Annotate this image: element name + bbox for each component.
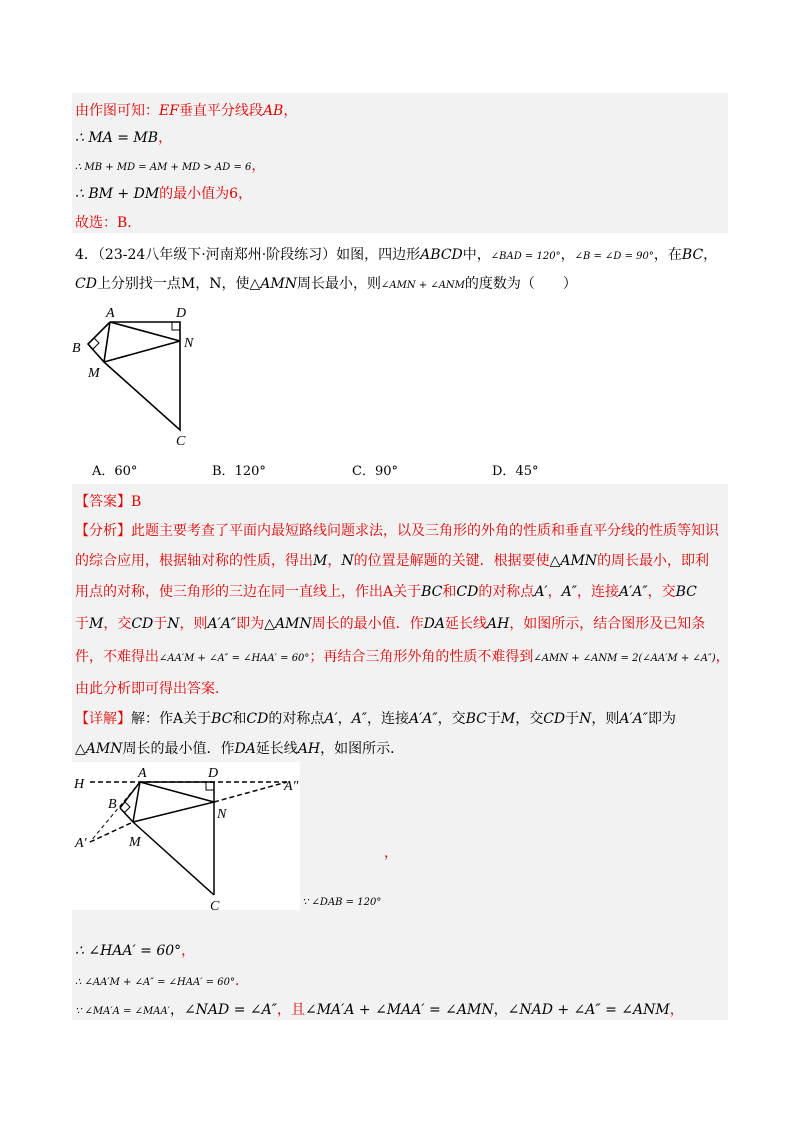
label-a2: A <box>138 766 147 781</box>
analysis-line-1: 【分析】此题主要考查了平面内最短路线问题求法，以及三角形的外角的性质和垂直平分线的性质等知识 <box>75 523 719 539</box>
dashed-a1-m <box>90 822 133 842</box>
question-line-1: 4．（23-24八年级下·河南郑州·阶段练习）如图，四边形ABCD中，∠BAD = 120°，∠B = ∠D = 90°，在BC， <box>75 247 718 263</box>
because-angle-dab: ∵ ∠DAB = 120° <box>302 897 382 908</box>
segment-cm <box>133 822 214 895</box>
analysis-line-3: 用点的对称，使三角形的三边在同一直线上，作出A关于BC和CD的对称点A′，A″，连接A′A″，交BC <box>75 584 697 600</box>
label-n: N <box>184 336 194 351</box>
figure-reflection <box>72 762 304 912</box>
option-a[interactable]: A．60° <box>92 464 138 479</box>
label-a: A <box>106 306 115 321</box>
segment-mn <box>133 802 214 822</box>
prev-solution-line-2: ∴ MA = MB， <box>75 130 173 146</box>
prev-solution-line-5: 故选：B． <box>75 215 142 231</box>
segment-an <box>140 782 214 802</box>
label-n2: N <box>217 807 227 822</box>
label-a-double-prime: A″ <box>284 779 299 794</box>
figure-quadrilateral <box>68 300 208 450</box>
prev-solution-line-1: 由作图可知：EF垂直平分线段AB， <box>75 103 298 119</box>
right-angle-d2 <box>206 782 214 790</box>
quad-outline <box>88 322 180 430</box>
segment-mn <box>104 341 180 362</box>
analysis-line-4: 于M，交CD于N，则A′A″即为△AMN周长的最小值．作DA延长线AH，如图所示，结合图形及已知条 <box>75 616 706 632</box>
segment-am <box>133 782 140 822</box>
label-c: C <box>176 434 186 449</box>
option-c[interactable]: C．90° <box>352 464 398 479</box>
right-angle-d <box>172 322 180 330</box>
detail-line-2: △AMN周长的最小值．作DA延长线AH，如图所示． <box>75 741 405 757</box>
analysis-line-6: 由此分析即可得出答案． <box>75 681 229 697</box>
stray-comma: ， <box>384 845 398 861</box>
prev-solution-line-3: ∴ MB + MD = AM + MD > AD = 6， <box>75 158 266 174</box>
right-angle-b2 <box>124 802 130 813</box>
label-h: H <box>74 777 85 792</box>
label-b: B <box>72 341 81 356</box>
segment-an <box>110 322 180 341</box>
analysis-line-2: 的综合应用，根据轴对称的性质，得出M，N的位置是解题的关键．根据要使△AMN的周长最小，即利 <box>75 553 710 569</box>
right-angle-b <box>93 338 99 349</box>
label-a-prime: A′ <box>75 836 87 851</box>
label-d2: D <box>208 766 219 781</box>
analysis-line-5: 件，不难得出∠AA′M + ∠A″ = ∠HAA′ = 60°；再结合三角形外角的性质不难得到∠AMN + ∠ANM = 2(∠AA′M + ∠A″)， <box>75 649 730 665</box>
answer-line: 【答案】B <box>75 494 142 510</box>
option-d[interactable]: D．45° <box>492 464 539 479</box>
prev-solution-line-4: ∴ BM + DM的最小值为6， <box>75 186 253 202</box>
step-line-2: ∴ ∠AA′M + ∠A″ = ∠HAA′ = 60°． <box>75 973 249 989</box>
step-line-3: ∵ ∠MA′A = ∠MAA′，∠NAD = ∠A″，且∠MA′A + ∠MAA′ = ∠AMN，∠NAD + ∠A″ = ∠ANM， <box>75 1002 684 1018</box>
detail-line-1: 【详解】解：作A关于BC和CD的对称点A′，A″，连接A′A″，交BC于M，交CD于N，则A′A″即为 <box>75 711 677 727</box>
step-line-1: ∴ ∠HAA′ = 60°， <box>75 943 196 959</box>
label-d: D <box>176 306 187 321</box>
label-c2: C <box>210 899 220 912</box>
dashed-n-a2 <box>214 782 287 802</box>
label-m2: M <box>129 835 141 850</box>
option-b[interactable]: B．120° <box>212 464 266 479</box>
label-m: M <box>88 366 100 381</box>
question-line-2: CD上分别找一点M，N，使△AMN周长最小，则∠AMN + ∠ANM的度数为（ ） <box>75 276 577 292</box>
label-b2: B <box>108 797 117 812</box>
